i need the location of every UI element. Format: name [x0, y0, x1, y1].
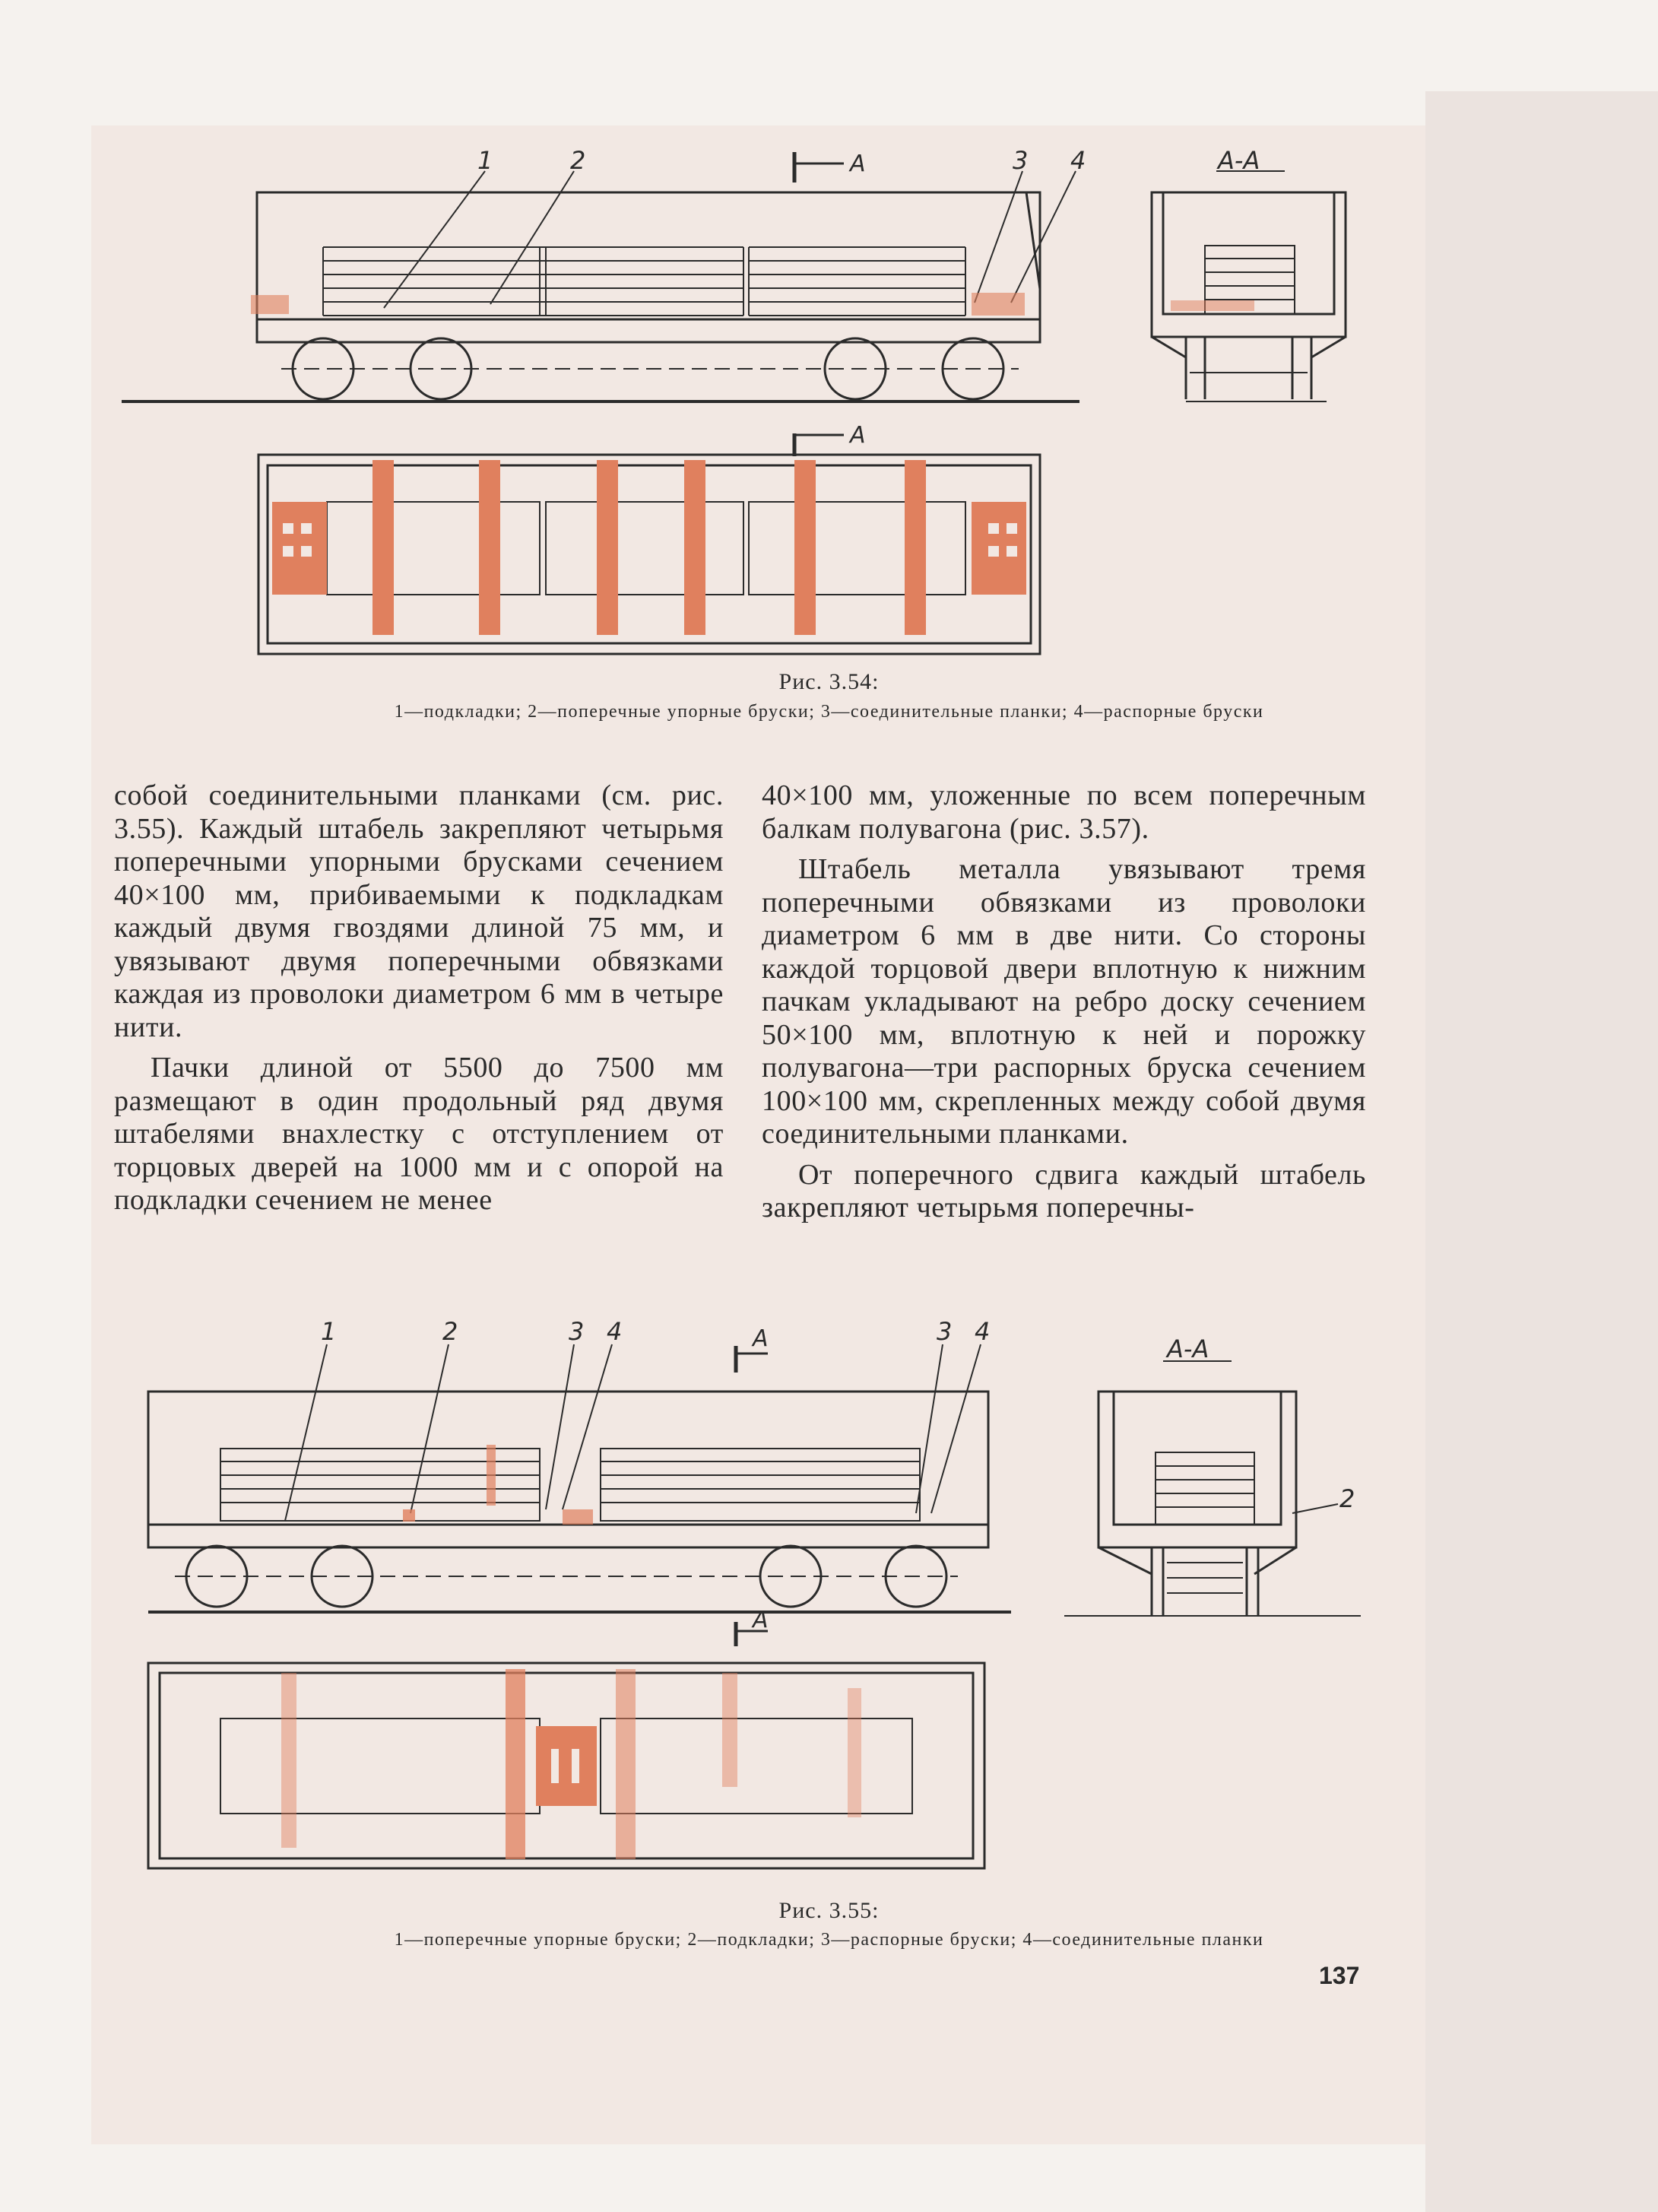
fig54-section-mark-2: A	[850, 422, 866, 449]
figure-3-55	[0, 1293, 1658, 1901]
fig55-label-1: 1	[321, 1317, 337, 1346]
figure-3-55-drawing	[0, 1293, 1658, 1901]
figure-3-54-legend: 1—подкладки; 2—поперечные упорные бруски; 3—соединительные планки; 4—распорные бруски	[394, 702, 1264, 722]
left-paragraph-2: Пачки длиной от 5500 до 7500 мм размещают в один продольный ряд двумя штабелями внахлестку с отступлением от торцовых дверей на 1000 мм и с опорой на подкладки сечением не менее	[114, 1052, 724, 1216]
figure-3-55-caption: Рис. 3.55:	[778, 1898, 880, 1923]
figure-3-54-caption: Рис. 3.54:	[778, 669, 880, 694]
fig55-label-3b: 3	[937, 1317, 953, 1346]
fig54-label-4: 4	[1070, 146, 1086, 175]
fig55-label-4b: 4	[975, 1317, 991, 1346]
fig54-label-3: 3	[1013, 146, 1029, 175]
accent-marks-55	[281, 1445, 861, 1859]
fig55-section-label: 2	[1339, 1484, 1355, 1513]
fig55-section-mark: A	[753, 1325, 769, 1352]
fig54-label-2: 2	[570, 146, 586, 175]
fig54-label-1: 1	[477, 146, 493, 175]
left-paragraph-1: собой соединительными планками (см. рис. 3.55). Каждый штабель закрепляют четырьмя поперечными упорными брусками сечением 40×100 мм, прибиваемыми к подкладкам каждый двумя гвоздями длиной 75 мм, и увязывают двумя поперечными обвязками каждая из проволоки диаметром 6 мм в четыре нити.	[114, 779, 724, 1043]
figure-3-54-drawing	[0, 0, 1658, 684]
right-paragraph-3: От поперечного сдвига каждый штабель закрепляют четырьмя поперечны-	[762, 1158, 1366, 1223]
right-paragraph-1: 40×100 мм, уложенные по всем поперечным балкам полувагона (рис. 3.57).	[762, 779, 1366, 845]
fig55-label-4a: 4	[607, 1317, 623, 1346]
page-number: 137	[1319, 1962, 1360, 1989]
fig55-section-mark-2: A	[753, 1607, 769, 1633]
fig55-label-2: 2	[442, 1317, 458, 1346]
left-column	[114, 779, 724, 1217]
fig54-section-mark: A	[850, 151, 866, 177]
figure-3-54	[0, 0, 1658, 684]
fig55-section-title: А-А	[1167, 1334, 1209, 1363]
figure-3-55-legend: 1—поперечные упорные бруски; 2—подкладки; 3—распорные бруски; 4—соединительные планки	[394, 1930, 1264, 1950]
right-paragraph-2: Штабель металла увязывают тремя поперечными обвязками из проволоки диаметром 6 мм в две нити. Со стороны каждой торцовой двери вплотную к нижним пачкам укладывают на ребро доску сечением 50×100 мм, вплотную к ней и порожку полувагона—три распорных бруска сечением 100×100 мм, скрепленных между собой двумя соединительными планками.	[762, 853, 1366, 1150]
fig55-label-3a: 3	[569, 1317, 585, 1346]
right-column	[762, 779, 1366, 1225]
fig54-section-title: А-А	[1218, 146, 1260, 175]
accent-marks	[251, 293, 1254, 635]
